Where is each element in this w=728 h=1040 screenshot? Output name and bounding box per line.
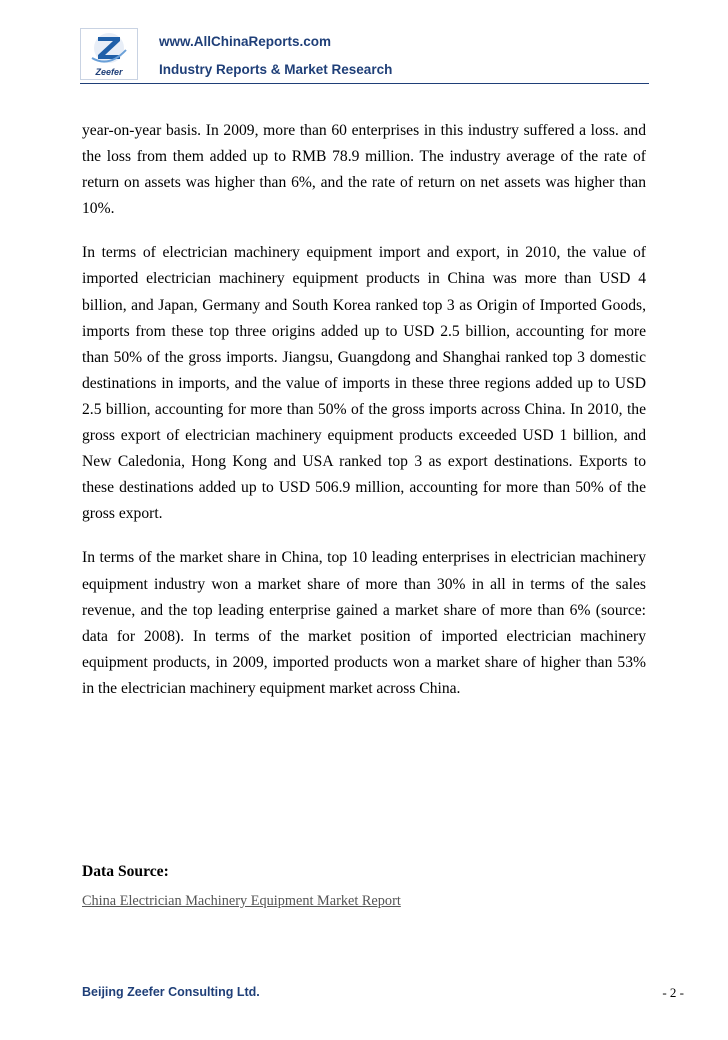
header-divider (80, 83, 649, 84)
body-text (82, 118, 646, 720)
site-url: www.AllChinaReports.com (159, 34, 332, 49)
header-tagline: Industry Reports & Market Research (159, 62, 393, 77)
svg-text:Zeefer: Zeefer (95, 67, 123, 77)
footer-company: Beijing Zeefer Consulting Ltd. (82, 985, 260, 999)
paragraph: year-on-year basis. In 2009, more than 60 enterprises in this industry suffered a loss. and the loss from them added up to RMB 78.9 million. The industry average of the rate of return on assets was higher than 6%, and the rate of return on net assets was higher than 10%. (82, 122, 646, 218)
zeefer-logo-icon (80, 28, 138, 80)
page-header (80, 28, 650, 84)
data-source-link[interactable]: China Electrician Machinery Equipment Market Report (82, 893, 401, 909)
paragraph: In terms of electrician machinery equipment import and export, in 2010, the value of imported electrician machinery equipment products in China was more than USD 4 billion, and Japan, Germany and South Korea ranked top 3 as Origin of Imported Goods, imports from these top three origins added up to USD 2.5 billion, accounting for more than 50% of the gross imports. Jiangsu, Guangdong and Shanghai ranked top 3 domestic destinations in imports, and the value of imports in these three regions added up to USD 2.5 billion, accounting for more than 50% of the gross imports across China. In 2010, the gross export of electrician machinery equipment products exceeded USD 1 billion, and New Caledonia, Hong Kong and USA ranked top 3 as export destinations. Exports to these destinations added up to USD 506.9 million, accounting for more than 50% of the gross export. (82, 244, 646, 523)
data-source-heading: Data Source: (82, 863, 169, 880)
paragraph: In terms of the market share in China, top 10 leading enterprises in electrician machinery equipment industry won a market share of more than 30% in all in terms of the sales revenue, and the top leading enterprise gained a market share of more than 6% (source: data for 2008). In terms of the market position of imported electrician machinery equipment products, in 2009, imported products won a market share of higher than 53% in the electrician machinery equipment market across China. (82, 549, 646, 697)
page-number: - 2 - (662, 985, 684, 1000)
